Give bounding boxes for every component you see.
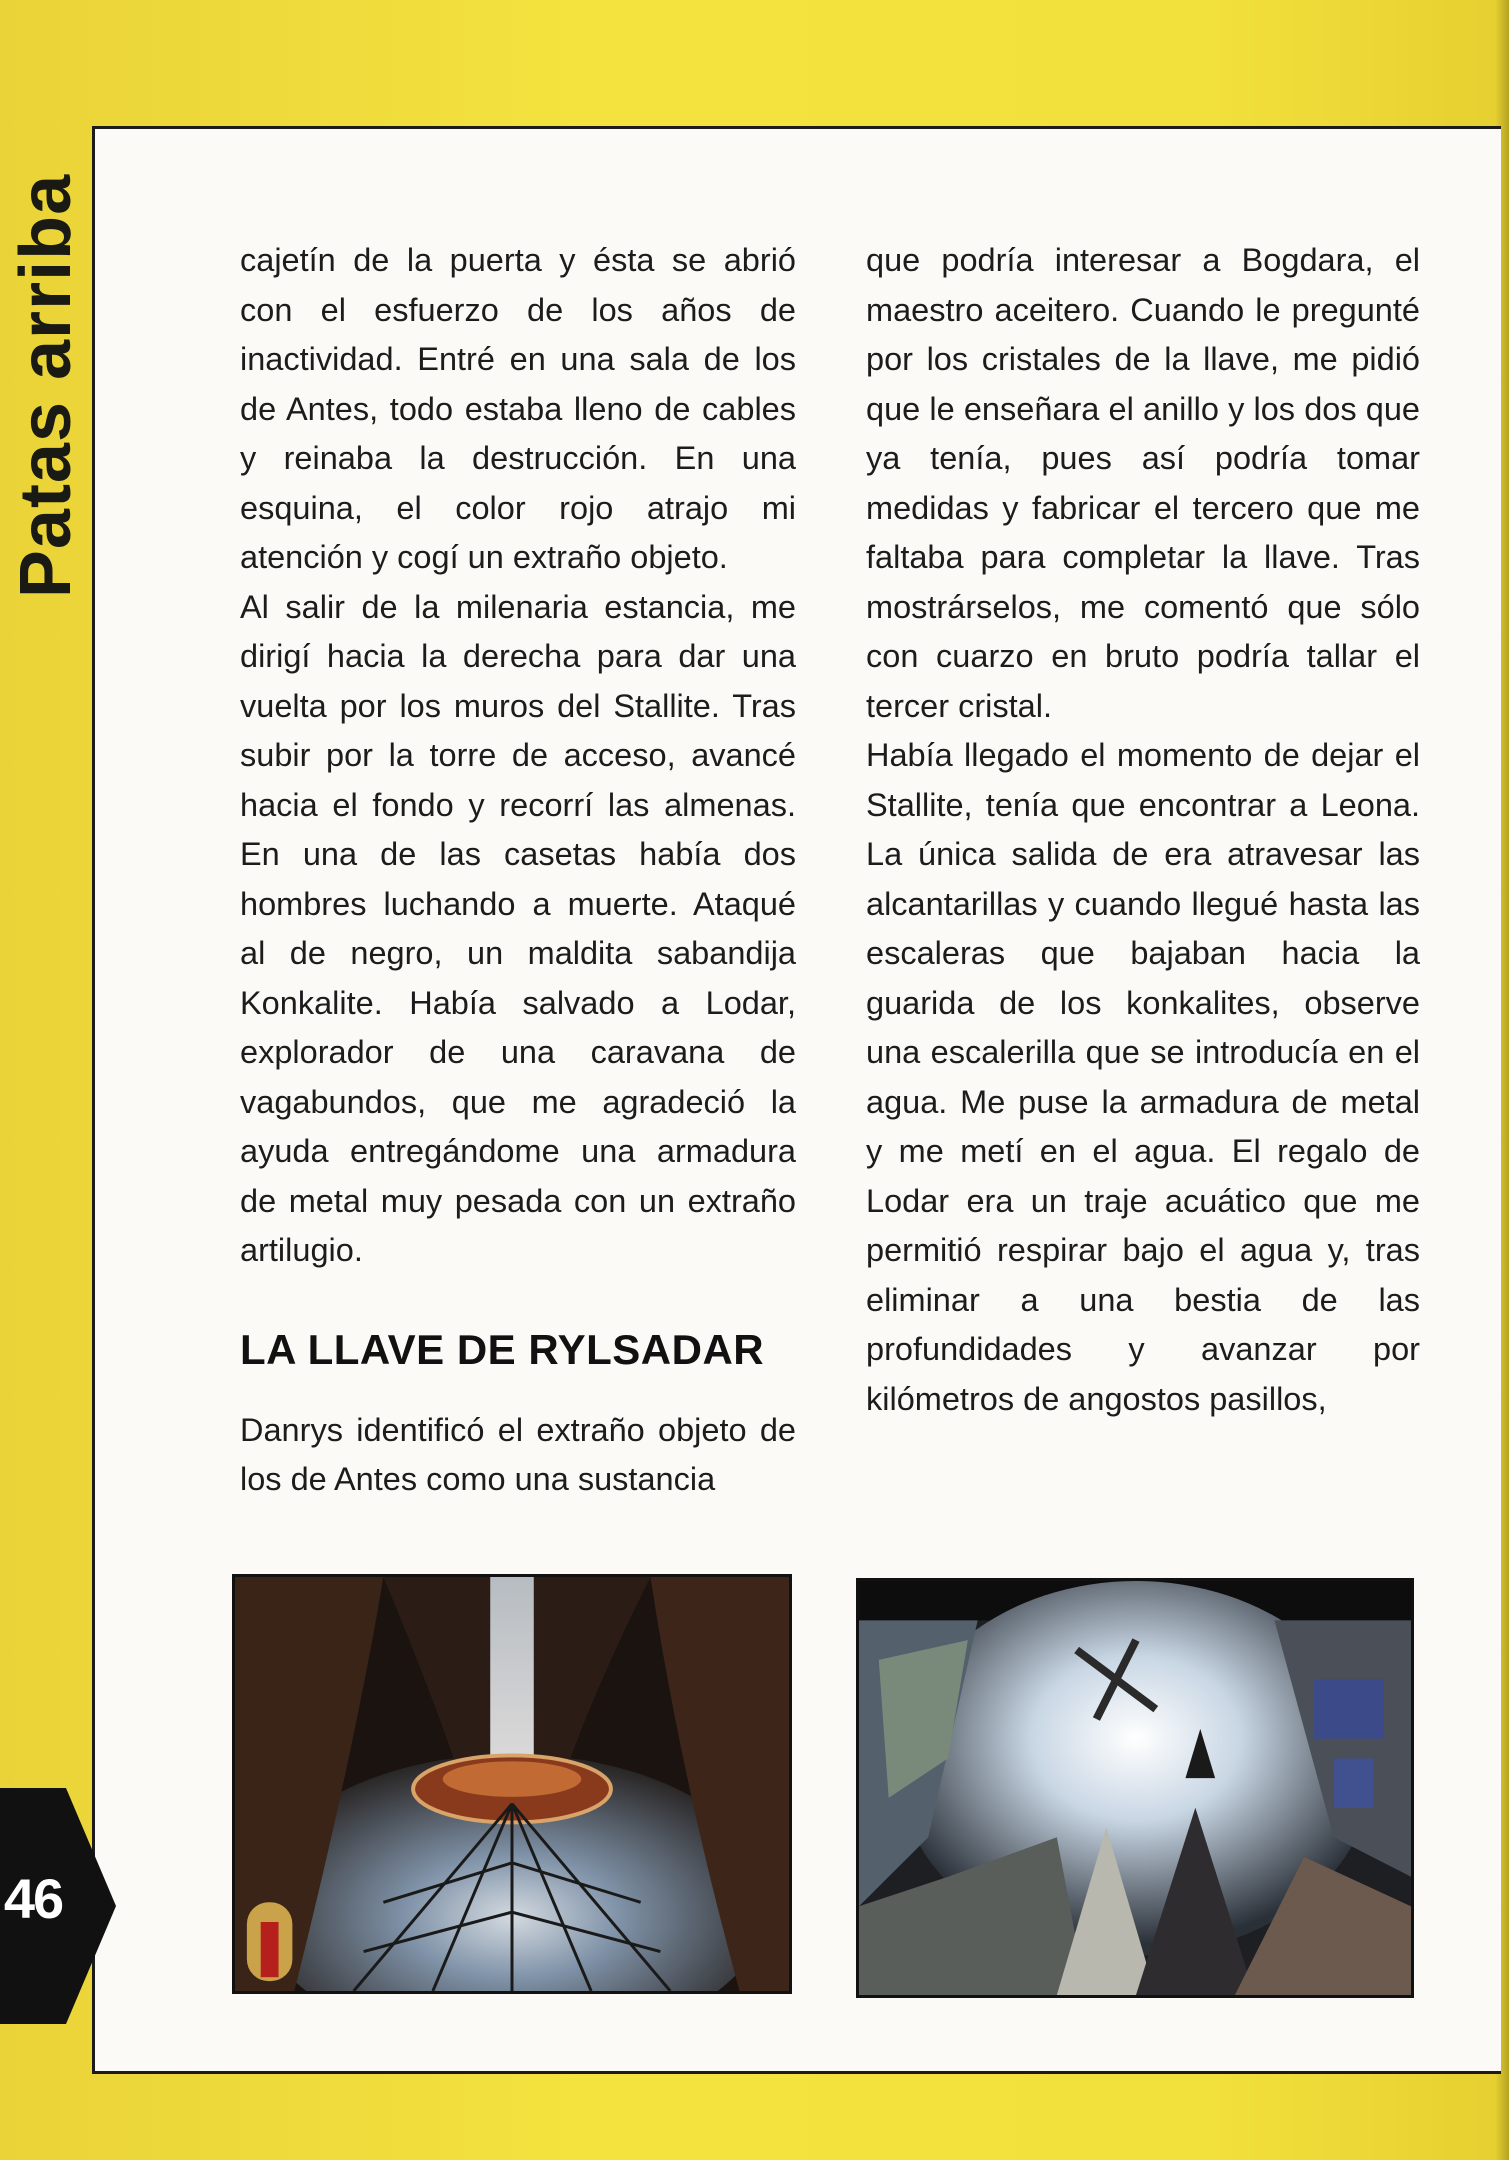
tunnel-scene-illustration xyxy=(859,1581,1411,1995)
left-column xyxy=(240,236,796,1505)
screenshot-chamber xyxy=(232,1574,792,1994)
side-title xyxy=(4,106,88,666)
section-heading: LA LLAVE DE RYLSADAR xyxy=(240,1325,765,1373)
right-paragraph-2: Había llegado el momento de dejar el Stallite, tenía que encontrar a Leona. La única salida de era atravesar las alcantarillas y cuando llegué hasta las escaleras que bajaban hacia la guarida de los konkalites, observe una escalerilla que se introducía en el agua. Me puse la armadura de metal y me metí en el agua. El regalo de Lodar era un traje acuático que me permitió respirar bajo el agua y, tras eliminar a una bestia de las profundidades y avanzar por kilómetros de angostos pasillos, xyxy=(866,737,1420,1417)
left-paragraph-3: Danrys identificó el extraño objeto de los de Antes como una sustancia xyxy=(240,1411,796,1497)
left-paragraph-2: Al salir de la milenaria estancia, me dirigí hacia la derecha para dar una vuelta por los muros del Stallite. Tras subir por la torre de acceso, avancé hacia el fondo y recorrí las almenas. En una de las casetas había dos hombres luchando a muerte. Ataqué al de negro, un maldita sabandija Konkalite. Había salvado a Lodar, explorador de una caravana de vagabundos, que me agradeció la ayuda entregándome una armadura de metal muy pesada con un extraño artilugio. xyxy=(240,588,796,1268)
page-number: 46 xyxy=(3,1867,63,1930)
right-column xyxy=(866,236,1420,1424)
left-paragraph-1: cajetín de la puerta y ésta se abrió con el esfuerzo de los años de inactividad. Entré en una sala de los de Antes, todo estaba lleno de cables y reinaba la destrucción. En una esquina, el color rojo atrajo mi atención y cogí un extraño objeto. xyxy=(240,242,796,575)
screenshot-tunnel xyxy=(856,1578,1414,1998)
right-paragraph-1: que podría interesar a Bogdara, el maestro aceitero. Cuando le pregunté por los cristales de la llave, me pidió que le enseñara el anillo y los dos que ya tenía, pues así podría tomar medidas y fabricar el tercero que me faltaba para completar la llave. Tras mostrárselos, me comentó que sólo con cuarzo en bruto podría tallar el tercer cristal. xyxy=(866,242,1420,724)
chamber-scene-illustration xyxy=(235,1577,789,1991)
side-title-text: Patas arriba xyxy=(6,173,86,599)
